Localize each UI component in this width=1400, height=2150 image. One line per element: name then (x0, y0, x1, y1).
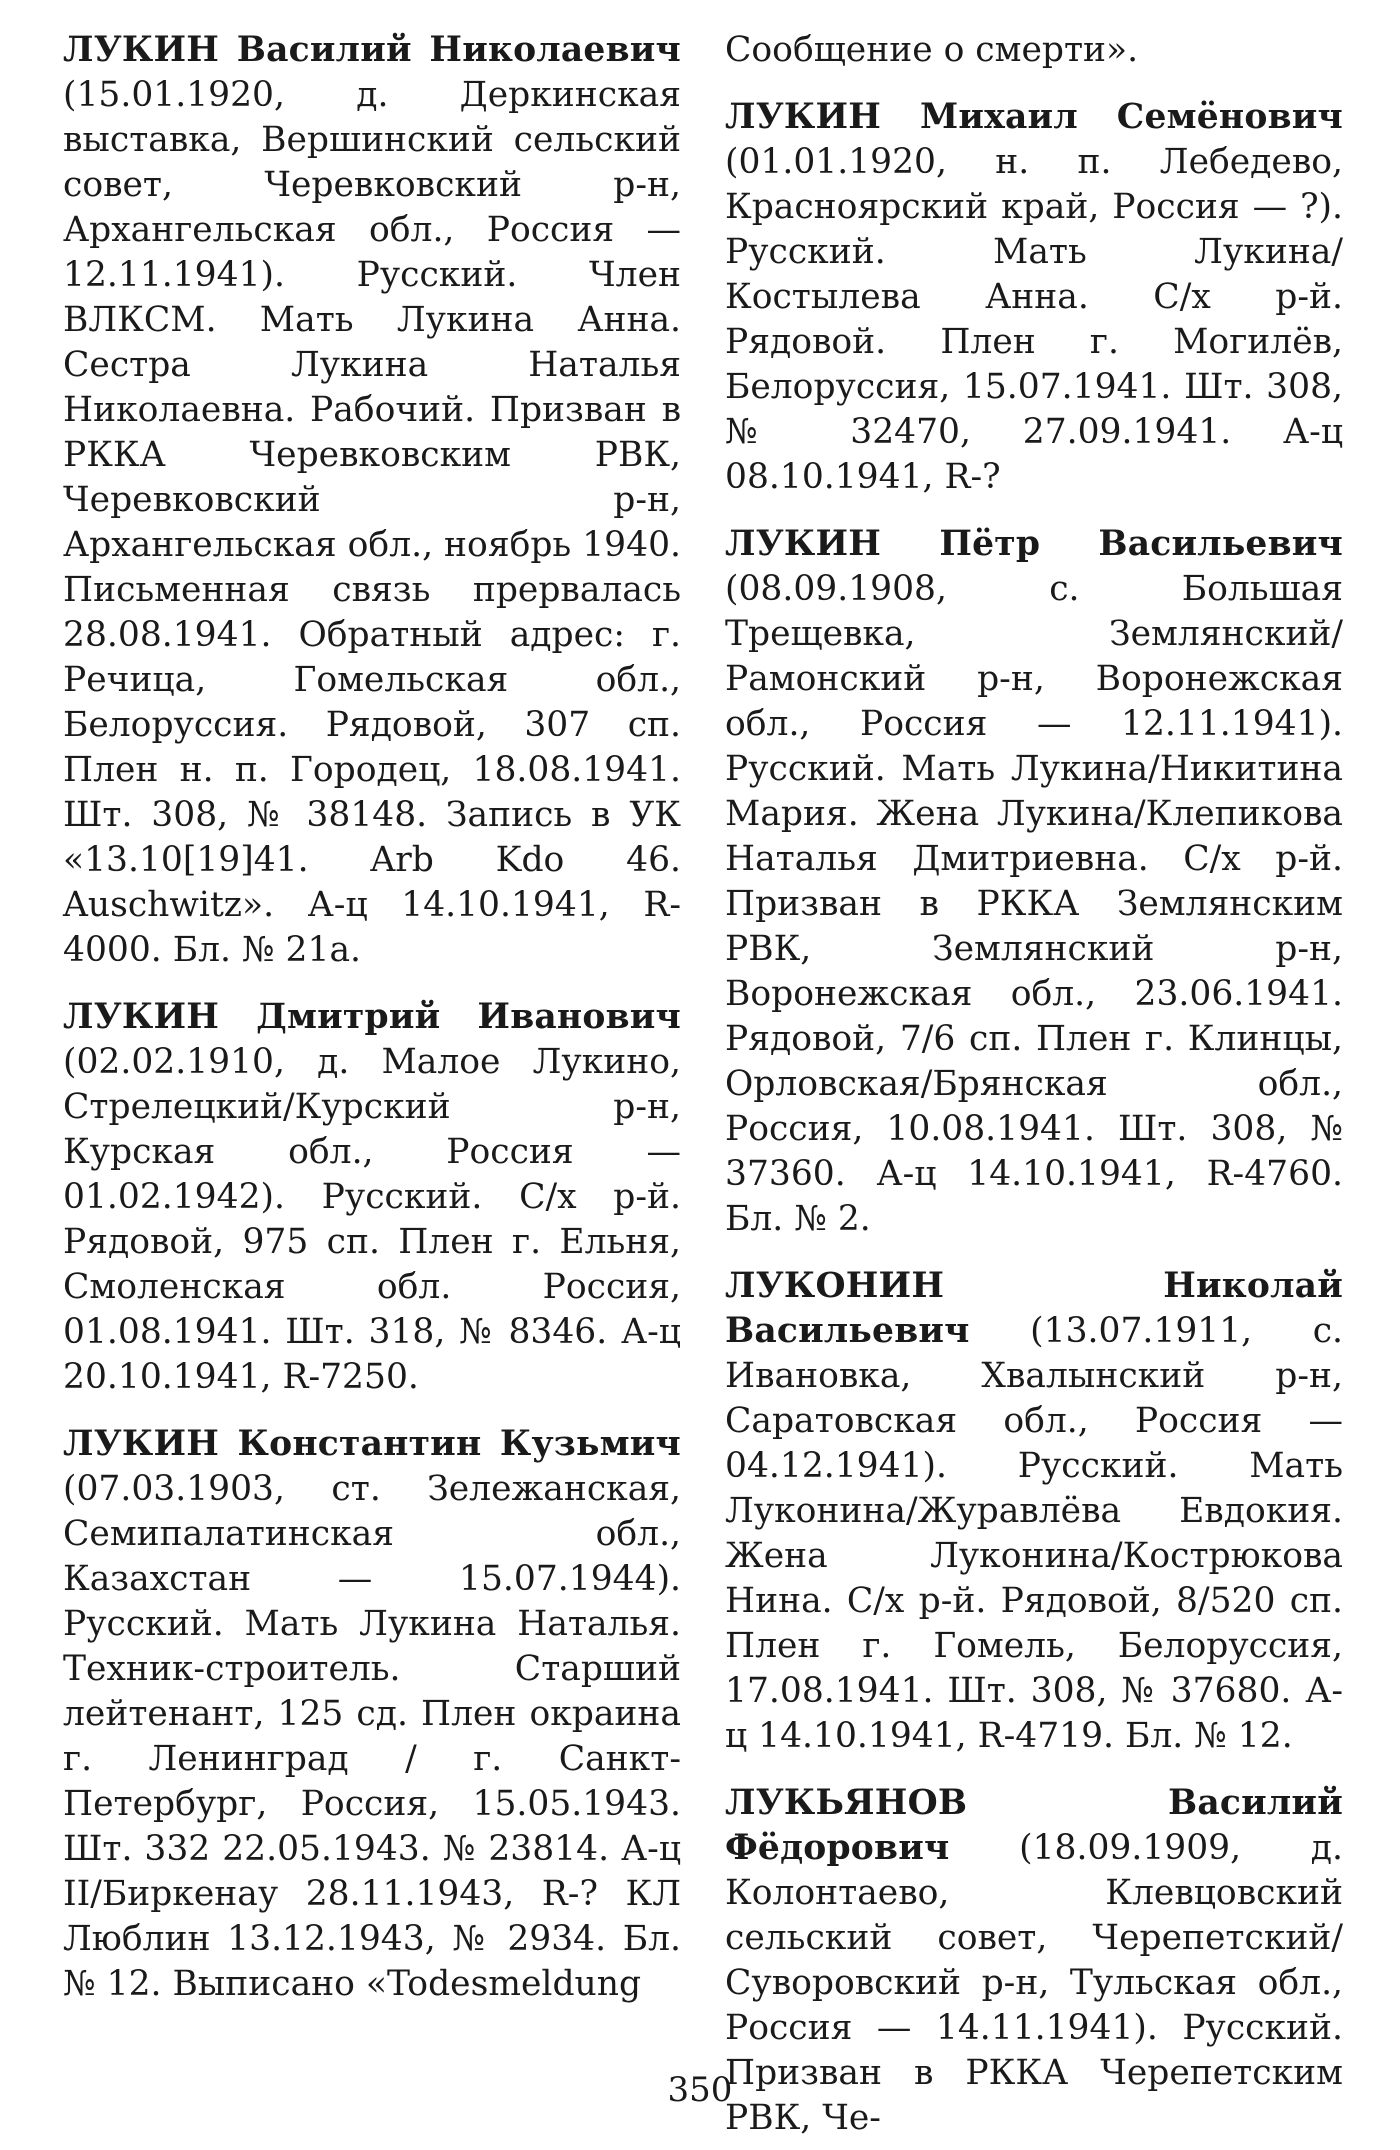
entry-text: (02.02.1910, д. Малое Лукино, Стрелецкий/Курский р-н, Курская обл., Россия — 01.02.1942). Русский. С/х р-й. Рядовой, 975 сп. Плен г. Ельня, Смоленская обл. Россия, 01.08.1941. Шт. 318, № 8346. А-ц 20.10.1941, R-7250. (63, 1042, 681, 1397)
entry-name: ЛУКИН Пётр Васильевич (725, 524, 1343, 564)
entry-lukin-petr (725, 522, 1343, 1242)
page-number: 350 (667, 2070, 733, 2110)
entry-text: (15.01.1920, д. Деркинская выставка, Вершинский сельский совет, Черевковский р-н, Архангельская обл., Россия — 12.11.1941). Русский. Член ВЛКСМ. Мать Лукина Анна. Сестра Лукина Наталья Николаевна. Рабочий. Призван в РККА Черевковским РВК, Черевковский р-н, Архангельская обл., ноябрь 1940. Письменная связь прервалась 28.08.1941. Обратный адрес: г. Речица, Гомельская обл., Белоруссия. Рядовой, 307 сп. Плен н. п. Городец, 18.08.1941. Шт. 308, № 38148. Запись в УК «13.10[19]41. Arb Kdo 46. Auschwitz». А-ц 14.10.1941, R-4000. Бл. № 21а. (63, 75, 681, 970)
entry-text: (07.03.1903, ст. Зележанская, Семипалатинская обл., Казахстан — 15.07.1944). Русский. Мать Лукина Наталья. Техник-строитель. Старший лейтенант, 125 сд. Плен окраина г. Ленинград / г. Санкт-Петербург, Россия, 15.05.1943. Шт. 332 22.05.1943. № 23814. А-ц II/Биркенау 28.11.1943, R-? КЛ Люблин 13.12.1943, № 2934. Бл. № 12. Выписано «Todesmeldung (63, 1469, 681, 2004)
entry-text: Сообщение о смерти». (725, 30, 1139, 70)
entry-name: ЛУКИН Дмитрий Иванович (63, 997, 681, 1037)
left-column (63, 28, 681, 2058)
entry-name: ЛУКЬЯНОВ Василий Фёдорович (725, 1783, 1343, 1868)
entry-lukonin-nikolay (725, 1264, 1343, 1759)
entry-lukin-dmitry (63, 995, 681, 1400)
entry-text: (01.01.1920, н. п. Лебедево, Красноярский край, Россия — ?). Русский. Мать Лукина/Костылева Анна. С/х р-й. Рядовой. Плен г. Могилёв, Белоруссия, 15.07.1941. Шт. 308, № 32470, 27.09.1941. А-ц 08.10.1941, R-? (725, 142, 1343, 497)
entry-name: ЛУКОНИН Николай Васильевич (725, 1266, 1343, 1351)
entry-name: ЛУКИН Михаил Семёнович (725, 97, 1343, 137)
entry-name: ЛУКИН Константин Кузьмич (63, 1424, 681, 1464)
entry-continuation (725, 28, 1343, 73)
entry-text: (08.09.1908, с. Большая Трещевка, Землянский/Рамонский р-н, Воронежская обл., Россия — 12.11.1941). Русский. Мать Лукина/Никитина Мария. Жена Лукина/Клепикова Наталья Дмитриевна. С/х р-й. Призван в РККА Землянским РВК, Землянский р-н, Воронежская обл., 23.06.1941. Рядовой, 7/6 сп. Плен г. Клинцы, Орловская/Брянская обл., Россия, 10.08.1941. Шт. 308, № 37360. А-ц 14.10.1941, R-4760. Бл. № 2. (725, 569, 1343, 1239)
entry-text: (13.07.1911, с. Ивановка, Хвалынский р-н, Саратовская обл., Россия — 04.12.1941). Русский. Мать Луконина/Журавлёва Евдокия. Жена Луконина/Кострюкова Нина. С/х р-й. Рядовой, 8/520 сп. Плен г. Гомель, Белоруссия, 17.08.1941. Шт. 308, № 37680. А-ц 14.10.1941, R-4719. Бл. № 12. (725, 1311, 1343, 1756)
entry-name: ЛУКИН Василий Николаевич (63, 30, 681, 70)
entry-lukin-konstantin (63, 1422, 681, 2007)
entry-lukin-vasily (63, 28, 681, 973)
right-column (725, 28, 1343, 2138)
entry-lukin-mikhail (725, 95, 1343, 500)
entry-text: (18.09.1909, д. Колонтаево, Клевцовский сельский совет, Черепетский/Суворовский р-н, Тульская обл., Россия — 14.11.1941). Русский. Призван в РККА Черепетским РВК, Че- (725, 1828, 1343, 2138)
